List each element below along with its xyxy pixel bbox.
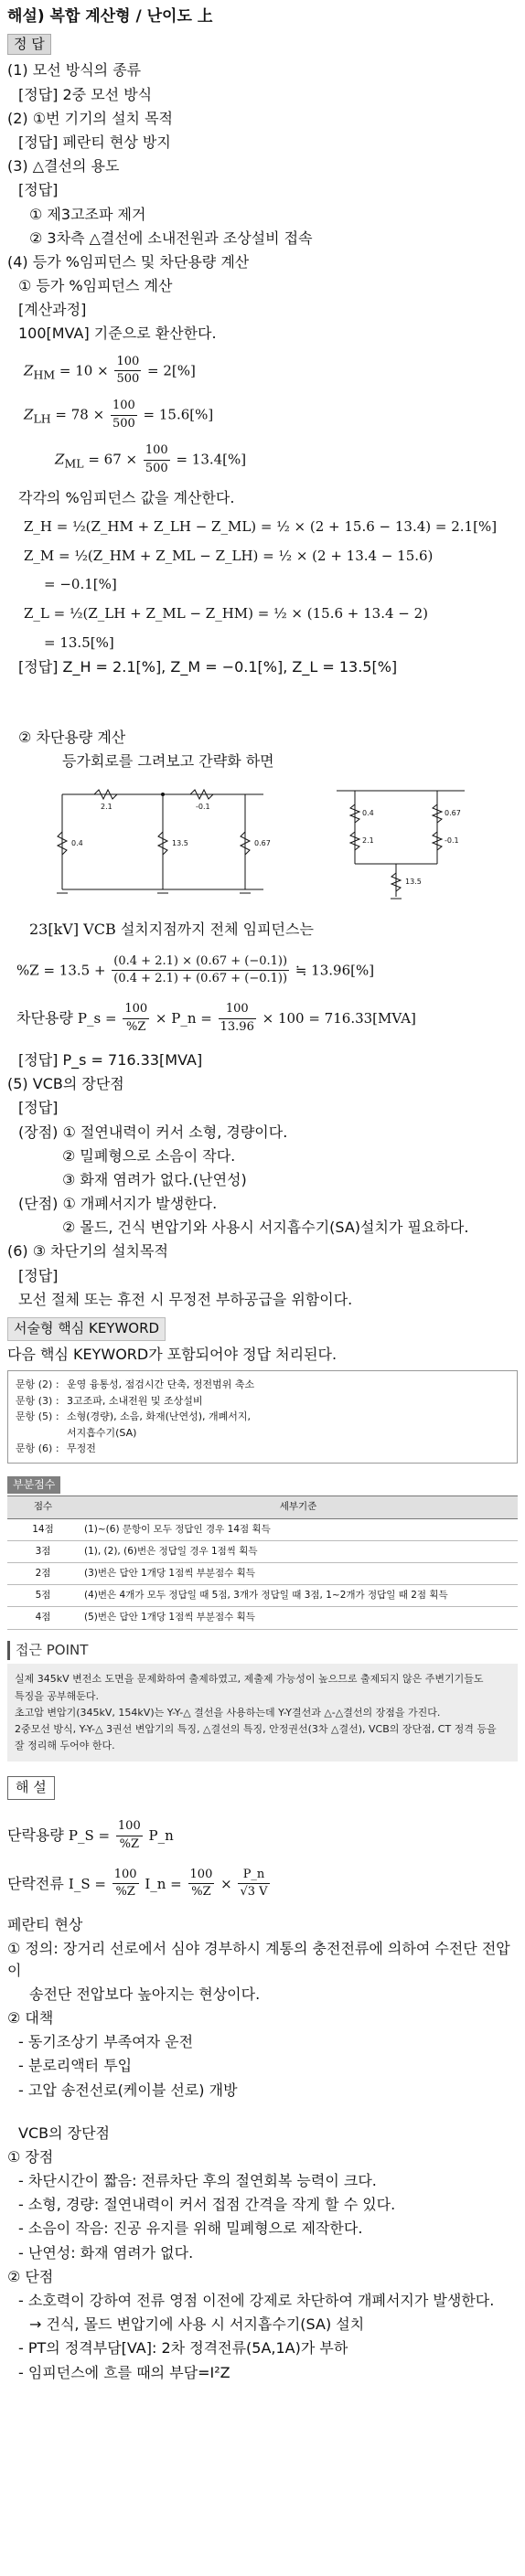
eq-z-lh-lhs: Z	[24, 406, 34, 423]
keyword-terms: 무정전	[67, 1442, 96, 1455]
q4-sub1: ① 등가 %임피던스 계산	[18, 277, 173, 295]
point-line-4: 2중모선 방식, Y-Y-△ 3권선 변압기의 특징, △결선의 특징, 안정권선(3차 △결선), VCB의 장단점, CT 정격 등을	[15, 1722, 497, 1735]
sci-frac-1	[112, 1867, 139, 1902]
sci-den3: √3 V	[240, 1885, 268, 1900]
point-line-2: 특징을 공부해둔다.	[15, 1689, 100, 1702]
score-points: 4점	[7, 1607, 79, 1629]
eq-ps-den1: %Z	[126, 1020, 146, 1035]
score-points: 2점	[7, 1562, 79, 1584]
eq-z-ml-sub: ML	[64, 456, 84, 471]
point-heading: 접근 POINT	[7, 1641, 518, 1661]
score-col-criteria: 세부기준	[79, 1496, 518, 1518]
eq-z-ml	[55, 442, 518, 478]
score-criteria: (1)~(6) 문항이 모두 정답인 경우 14점 획득	[79, 1518, 518, 1540]
q5-head: (5) VCB의 장단점	[7, 1075, 124, 1093]
point-line-3: 초고압 변압기(345kV, 154kV)는 Y-Y-△ 결선을 사용하는데 Y-Y결선과 △-△결선의 장점을 가진다.	[15, 1706, 441, 1719]
vcb-con-4: - 임피던스에 흐를 때의 부담=I²Z	[18, 2363, 230, 2381]
eq-z-lh-den: 500	[112, 417, 135, 431]
eq-short-circuit-capacity	[7, 1818, 518, 1854]
q2-answer: [정답] 페란티 현상 방지	[18, 133, 171, 151]
vcb-cons: ② 단점	[7, 2267, 54, 2285]
keyword-box	[7, 1370, 518, 1464]
eq-z-ml-pre: = 67 ×	[83, 451, 142, 468]
eq-z-m-1: Z_M = ½(Z_HM + Z_ML − Z_LH) = ½ × (2 + 13.4 − 15.6)	[24, 547, 434, 564]
q6-answer-label: [정답]	[18, 1266, 59, 1284]
eq-ps-den2: 13.96	[220, 1020, 254, 1035]
score-table	[7, 1496, 518, 1629]
vcb-con-2: → 건식, 몰드 변압기에 사용 시 서지흡수기(SA) 설치	[29, 2315, 365, 2334]
sc-pre: P_S =	[68, 1826, 114, 1844]
keyword-line	[16, 1409, 509, 1425]
sc-post: P_n	[144, 1826, 174, 1844]
keyword-line	[16, 1425, 509, 1442]
circuit-right-label-5: 13.5	[405, 878, 422, 887]
table-row	[7, 1518, 518, 1540]
eq-pz-num: (0.4 + 2.1) × (0.67 + (−0.1))	[112, 953, 289, 972]
q5-pro-1-text: ① 절연내력이 커서 소형, 경량이다.	[62, 1123, 288, 1141]
vcb-pros: ① 장점	[7, 2147, 54, 2166]
score-points: 3점	[7, 1540, 79, 1562]
eq-pz-pre: %Z = 13.5 +	[16, 961, 111, 978]
q6-head: (6) ③ 차단기의 설치목적	[7, 1242, 168, 1261]
sci-num1: 100	[112, 1867, 139, 1885]
keyword-line	[16, 1377, 509, 1393]
sci-mid2: ×	[216, 1875, 237, 1892]
keyword-question: 문항 (6) :	[16, 1442, 59, 1455]
eq-z-hm-pre: = 10 ×	[55, 361, 113, 378]
keyword-question: 문항 (5) :	[16, 1410, 59, 1423]
vcb-pro-1: - 차단시간이 짧음: 전류차단 후의 절연회복 능력이 크다.	[18, 2172, 377, 2190]
eq-z-hm-lhs: Z	[24, 361, 34, 378]
score-col-points: 점수	[7, 1496, 79, 1518]
eq-ps-num2: 100	[219, 1001, 256, 1019]
eq-z-ml-den: 500	[145, 461, 168, 475]
vcb-con-3: - PT의 정격부담[VA]: 2차 정격전류(5A,1A)가 부하	[18, 2339, 348, 2358]
eq-z-hm	[24, 354, 518, 389]
vcb-pro-3: - 소음이 작음: 진공 유지를 위해 밀폐형으로 제작한다.	[18, 2219, 363, 2238]
eq-pz-den: (0.4 + 2.1) + (0.67 + (−0.1))	[113, 972, 288, 986]
q5-con-2: ② 몰드, 건식 변압기와 사용시 서지흡수기(SA)설치가 필요하다.	[62, 1219, 469, 1237]
eq-z-l-2: = 13.5[%]	[44, 633, 114, 651]
q5-pro-2: ② 밀폐형으로 소음이 작다.	[62, 1146, 236, 1165]
eq-short-circuit-current	[7, 1867, 518, 1902]
q5-answer-label: [정답]	[18, 1099, 59, 1117]
q3-answer-label: [정답]	[18, 181, 59, 199]
circuit-right-label-4: -0.1	[445, 836, 459, 846]
ferranti-def-1: ① 정의: 장거리 선로에서 심야 경부하시 계통의 충전전류에 의하여 수전단 전압이	[7, 1940, 510, 1979]
sc-label: 단락용량	[7, 1826, 69, 1844]
eq-breaking-capacity	[16, 1001, 518, 1037]
q4-answer: [정답] Z_H = 2.1[%], Z_M = −0.1[%], Z_L = 13.5[%]	[18, 657, 398, 676]
q6-answer: 모선 절체 또는 휴전 시 무정전 부하공급을 위함이다.	[18, 1290, 353, 1308]
sc-den: %Z	[119, 1836, 140, 1851]
q4-head: (4) 등가 %임피던스 및 차단용량 계산	[7, 252, 250, 271]
ferranti-measure-1: - 동기조상기 부족여자 운전	[18, 2033, 194, 2051]
q4-answer-2: [정답] P_s = 716.33[MVA]	[18, 1050, 203, 1069]
q4-vcb-text: 23[kV] VCB 설치지점까지 전체 임피던스는	[29, 921, 314, 939]
eq-z-hm-num: 100	[114, 354, 141, 372]
keyword-terms: 3고조파, 소내전원 및 조상설비	[67, 1394, 203, 1407]
eq-pz-frac	[112, 953, 289, 989]
answer-tag: 정 답	[7, 34, 51, 56]
score-header-row	[7, 1496, 518, 1518]
eq-percent-z	[16, 953, 518, 989]
eq-ps-label: 차단용량	[16, 1009, 78, 1027]
score-points: 5점	[7, 1585, 79, 1607]
eq-z-ml-post: = 13.4[%]	[171, 451, 247, 468]
eq-z-l-1: Z_L = ½(Z_LH + Z_ML − Z_HM) = ½ × (15.6 + 13.4 − 2)	[24, 605, 429, 623]
circuit-left-label-3: 0.4	[71, 839, 83, 848]
sci-den2: %Z	[191, 1885, 211, 1900]
q4-sub2: ② 차단용량 계산	[18, 728, 126, 746]
q3-answer-1: ① 제3고조파 제거	[29, 205, 146, 223]
ferranti-heading: 페란티 현상	[7, 1916, 83, 1934]
eq-z-h: Z_H = ½(Z_HM + Z_LH − Z_ML) = ½ × (2 + 15.6 − 13.4) = 2.1[%]	[24, 517, 498, 535]
sci-frac-2	[188, 1867, 215, 1902]
circuit-left-label-1: 2.1	[101, 803, 112, 812]
q5-pro-3: ③ 화재 염려가 없다.(난연성)	[62, 1170, 247, 1188]
table-row	[7, 1540, 518, 1562]
q3-answer-2: ② 3차측 △결선에 소내전원과 조상설비 접속	[29, 229, 313, 247]
eq-ps-frac-2	[219, 1001, 256, 1037]
keyword-question: 문항 (3) :	[16, 1394, 59, 1407]
point-line-1: 실제 345kV 변전소 도면을 문제화하여 출제하였고, 제출제 가능성이 높으므로 출제되지 않은 주변기기들도	[15, 1673, 484, 1686]
point-box	[7, 1664, 518, 1762]
table-row	[7, 1607, 518, 1629]
q4-base: 100[MVA] 기준으로 환산한다.	[18, 325, 217, 343]
score-criteria: (4)번은 4개가 모두 정답일 때 5점, 3개가 정답일 때 3점, 1~2개가 정답일 때 2점 획득	[79, 1585, 518, 1607]
circuit-left-label-4: 13.5	[172, 839, 188, 848]
score-heading: 부분점수	[7, 1476, 60, 1494]
point-line-5: 잘 정리해 두어야 한다.	[15, 1739, 115, 1751]
q5-pro-1	[7, 1122, 518, 1143]
keyword-terms: 소형(경량), 소음, 화재(난연성), 개폐서지,	[67, 1410, 252, 1423]
q4-each: 각각의 %임피던스 값을 계산한다.	[18, 488, 235, 506]
circuit-left-label-2: -0.1	[196, 803, 210, 812]
vcb-heading: VCB의 장단점	[18, 2124, 111, 2142]
vcb-pro-4: - 난연성: 화재 염려가 없다.	[18, 2243, 194, 2262]
eq-ps-mid: × P_n =	[151, 1010, 217, 1027]
keyword-terms: 서지흡수기(SA)	[67, 1426, 137, 1439]
sci-label: 단락전류	[7, 1874, 69, 1892]
eq-z-hm-den: 500	[116, 372, 140, 387]
eq-z-lh-pre: = 78 ×	[50, 406, 109, 423]
score-points: 14점	[7, 1518, 79, 1540]
circuit-right-label-1: 0.4	[362, 809, 374, 818]
eq-ps-num1: 100	[123, 1001, 149, 1019]
eq-z-hm-frac	[114, 354, 141, 389]
eq-z-hm-sub: HM	[33, 367, 56, 381]
score-criteria: (3)번은 답안 1개당 1점씩 부분점수 획득	[79, 1562, 518, 1584]
q4-sub2-desc: 등가회로를 그려보고 간략화 하면	[62, 752, 274, 771]
keyword-desc: 다음 핵심 KEYWORD가 포함되어야 정답 처리된다.	[7, 1345, 338, 1363]
q5-pro-label: (장점)	[18, 1123, 59, 1141]
eq-z-lh-post: = 15.6[%]	[138, 406, 214, 423]
eq-z-m-2: = −0.1[%]	[44, 576, 117, 593]
eq-z-ml-frac	[144, 442, 170, 478]
sci-den1: %Z	[115, 1885, 135, 1900]
circuit-left-label-5: 0.67	[254, 839, 271, 848]
keyword-question: 문항 (2) :	[16, 1378, 59, 1390]
sci-num3: P_n	[238, 1867, 269, 1885]
q5-con-label: (단점)	[18, 1195, 59, 1213]
keyword-terms: 운영 융통성, 점검시간 단축, 정전범위 축소	[67, 1378, 255, 1390]
circuit-right-label-2: 0.67	[445, 809, 461, 818]
eq-z-ml-num: 100	[144, 442, 170, 461]
eq-z-ml-lhs: Z	[55, 451, 65, 468]
q1-answer: [정답] 2중 모선 방식	[18, 85, 153, 103]
q4-calc-label: [계산과정]	[18, 301, 87, 319]
q3-head: (3) △결선의 용도	[7, 157, 120, 176]
haesul-tag: 해 설	[7, 1776, 55, 1800]
ferranti-measure: ② 대책	[7, 2008, 54, 2027]
eq-ps-post: × 100 = 716.33[MVA]	[257, 1010, 416, 1027]
score-criteria: (5)번은 답안 1개당 1점씩 부분점수 획득	[79, 1607, 518, 1629]
sci-pre: I_S =	[68, 1875, 111, 1892]
q2-head: (2) ①번 기기의 설치 목적	[7, 109, 173, 127]
q5-con-1-text: ① 개폐서지가 발생한다.	[62, 1195, 218, 1213]
table-row	[7, 1562, 518, 1584]
vcb-pro-2: - 소형, 경량: 절연내력이 커서 접점 간격을 작게 할 수 있다.	[18, 2196, 396, 2214]
keyword-line	[16, 1393, 509, 1410]
eq-ps-pre: P_s =	[77, 1010, 122, 1027]
eq-z-lh-num: 100	[111, 398, 137, 416]
sc-num: 100	[116, 1818, 143, 1836]
eq-z-lh-sub: LH	[33, 411, 51, 426]
q5-con-1	[7, 1193, 518, 1214]
eq-ps-frac-1	[123, 1001, 149, 1037]
sci-frac-3	[238, 1867, 269, 1902]
eq-z-lh	[24, 398, 518, 433]
keyword-question	[16, 1425, 67, 1442]
vcb-con-1: - 소호력이 강하여 전류 영점 이전에 강제로 차단하여 개폐서지가 발생한다.	[18, 2292, 495, 2310]
sci-num2: 100	[188, 1867, 215, 1885]
sci-mid: I_n =	[140, 1875, 187, 1892]
circuit-right-label-3: 2.1	[362, 836, 374, 846]
equivalent-circuit-diagram	[53, 782, 474, 905]
sc-frac	[116, 1818, 143, 1854]
q1-head: (1) 모선 방식의 종류	[7, 61, 142, 80]
score-criteria: (1), (2), (6)번은 정답일 경우 1점씩 획득	[79, 1540, 518, 1562]
eq-z-lh-frac	[111, 398, 137, 433]
eq-pz-post: ≒ 13.96[%]	[291, 961, 375, 978]
keyword-heading: 서술형 핵심 KEYWORD	[7, 1317, 166, 1341]
ferranti-measure-2: - 분로리액터 투입	[18, 2057, 133, 2075]
keyword-line	[16, 1441, 509, 1457]
eq-z-hm-post: = 2[%]	[143, 361, 196, 378]
ferranti-def-2: 송전단 전압보다 높아지는 현상이다.	[29, 1985, 261, 2003]
ferranti-measure-3: - 고압 송전선로(케이블 선로) 개방	[18, 2081, 238, 2099]
page-title: 해설) 복합 계산형 / 난이도 上	[7, 7, 213, 26]
table-row	[7, 1585, 518, 1607]
